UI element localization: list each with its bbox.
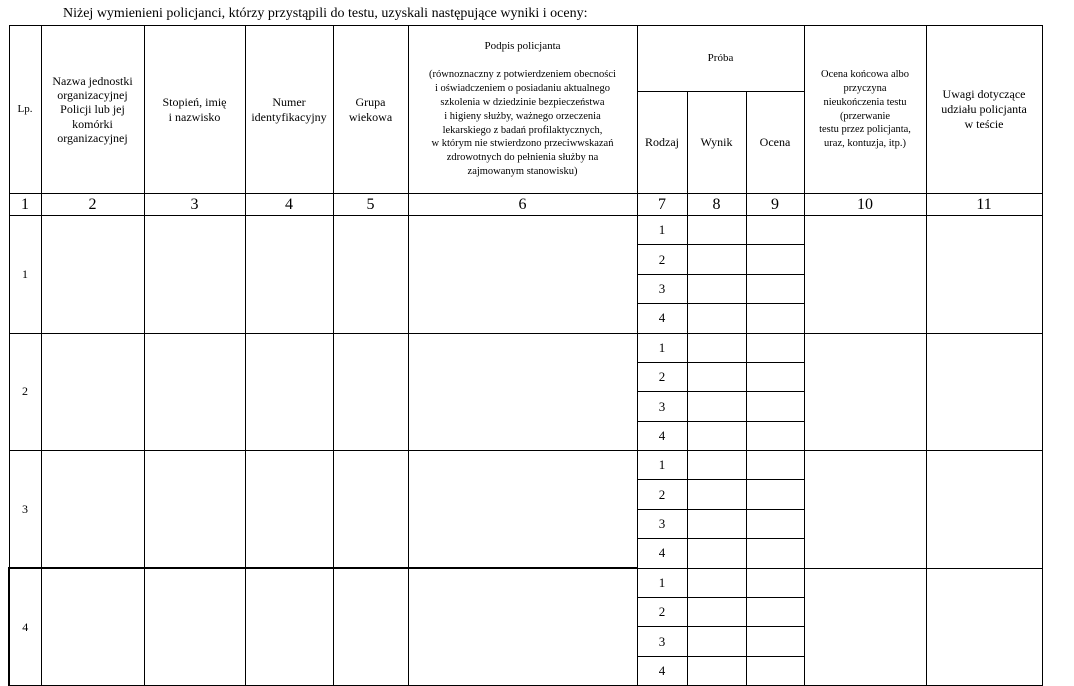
header-lp: Lp. — [9, 26, 41, 194]
table-row — [9, 216, 1042, 245]
table-body — [9, 216, 1042, 686]
trial-result-cell — [687, 539, 746, 568]
age-group-cell — [333, 451, 408, 569]
unit-cell — [41, 568, 144, 686]
header-final-grade: Ocena końcowa albo przyczyna nieukończenia testu (przerwanie testu przez policjanta, uraz, kontuzja, itp.) — [804, 26, 926, 194]
final-grade-cell — [804, 216, 926, 334]
trial-grade-cell — [746, 421, 804, 450]
trial-type-cell: 1 — [637, 216, 687, 245]
header-rank-name: Stopień, imię i nazwisko — [144, 26, 245, 194]
header-row — [9, 26, 1042, 92]
signature-cell — [408, 451, 637, 569]
lp-cell: 1 — [9, 216, 41, 334]
column-number: 9 — [746, 194, 804, 216]
column-number: 11 — [926, 194, 1042, 216]
table-header — [9, 26, 1042, 216]
age-group-cell — [333, 568, 408, 686]
header-trial-type: Rodzaj — [637, 91, 687, 193]
trial-type-cell: 1 — [637, 333, 687, 362]
trial-result-cell — [687, 451, 746, 480]
trial-grade-cell — [746, 568, 804, 597]
header-signature — [408, 26, 637, 194]
age-group-cell — [333, 333, 408, 451]
id-number-cell — [245, 216, 333, 334]
trial-grade-cell — [746, 245, 804, 274]
table-row — [9, 333, 1042, 362]
remarks-cell — [926, 568, 1042, 686]
table-row — [9, 568, 1042, 597]
trial-result-cell — [687, 392, 746, 421]
trial-type-cell: 1 — [637, 451, 687, 480]
trial-result-cell — [687, 421, 746, 450]
trial-grade-cell — [746, 333, 804, 362]
trial-result-cell — [687, 568, 746, 597]
trial-grade-cell — [746, 597, 804, 626]
unit-cell — [41, 451, 144, 569]
header-trial-grade: Ocena — [746, 91, 804, 193]
trial-grade-cell — [746, 304, 804, 333]
column-number: 1 — [9, 194, 41, 216]
trial-grade-cell — [746, 392, 804, 421]
signature-cell — [408, 333, 637, 451]
trial-grade-cell — [746, 362, 804, 391]
trial-type-cell: 2 — [637, 362, 687, 391]
column-number: 8 — [687, 194, 746, 216]
trial-result-cell — [687, 480, 746, 509]
signature-cell — [408, 568, 637, 686]
trial-result-cell — [687, 627, 746, 656]
lp-cell: 4 — [9, 568, 41, 686]
intro-text: Niżej wymienieni policjanci, którzy przystąpili do testu, uzyskali następujące wyniki i oceny: — [63, 6, 588, 21]
trial-grade-cell — [746, 274, 804, 303]
trial-grade-cell — [746, 509, 804, 538]
header-trial: Próba — [637, 26, 804, 92]
trial-result-cell — [687, 333, 746, 362]
id-number-cell — [245, 333, 333, 451]
trial-type-cell: 1 — [637, 568, 687, 597]
header-unit: Nazwa jednostki organizacyjnej Policji lub jej komórki organizacyjnej — [41, 26, 144, 194]
id-number-cell — [245, 568, 333, 686]
trial-type-cell: 4 — [637, 304, 687, 333]
final-grade-cell — [804, 568, 926, 686]
trial-type-cell: 2 — [637, 245, 687, 274]
lp-cell: 2 — [9, 333, 41, 451]
header-trial-result: Wynik — [687, 91, 746, 193]
trial-result-cell — [687, 509, 746, 538]
trial-type-cell: 2 — [637, 597, 687, 626]
trial-result-cell — [687, 245, 746, 274]
trial-type-cell: 3 — [637, 274, 687, 303]
rank-name-cell — [144, 568, 245, 686]
final-grade-cell — [804, 451, 926, 569]
unit-cell — [41, 216, 144, 334]
rank-name-cell — [144, 216, 245, 334]
trial-grade-cell — [746, 539, 804, 568]
rank-name-cell — [144, 451, 245, 569]
trial-grade-cell — [746, 451, 804, 480]
column-number: 10 — [804, 194, 926, 216]
unit-cell — [41, 333, 144, 451]
trial-result-cell — [687, 304, 746, 333]
trial-grade-cell — [746, 627, 804, 656]
rank-name-cell — [144, 333, 245, 451]
trial-result-cell — [687, 274, 746, 303]
final-grade-cell — [804, 333, 926, 451]
results-table — [8, 25, 1043, 686]
column-number: 7 — [637, 194, 687, 216]
trial-grade-cell — [746, 656, 804, 685]
trial-type-cell: 3 — [637, 509, 687, 538]
column-number: 3 — [144, 194, 245, 216]
trial-result-cell — [687, 656, 746, 685]
trial-result-cell — [687, 362, 746, 391]
remarks-cell — [926, 333, 1042, 451]
trial-type-cell: 4 — [637, 421, 687, 450]
trial-grade-cell — [746, 216, 804, 245]
table-row — [9, 451, 1042, 480]
trial-type-cell: 3 — [637, 392, 687, 421]
header-signature-note: (równoznaczny z potwierdzeniem obecności i oświadczeniem o posiadaniu aktualnego szkolenia w dziedzinie bezpieczeństwa i higieny służby, ważnego orzeczenia lekarskiego z badań profilaktycznych, w którym nie stwierdzono przeciwwskazań zdrowotnych do pełnienia służby na zajmowanym stanowisku) — [429, 69, 616, 177]
trial-result-cell — [687, 597, 746, 626]
trial-grade-cell — [746, 480, 804, 509]
header-signature-title: Podpis policjanta — [484, 40, 561, 53]
trial-type-cell: 4 — [637, 539, 687, 568]
trial-type-cell: 4 — [637, 656, 687, 685]
id-number-cell — [245, 451, 333, 569]
remarks-cell — [926, 216, 1042, 334]
column-number: 6 — [408, 194, 637, 216]
lp-cell: 3 — [9, 451, 41, 569]
header-id-number: Numer identyfikacyjny — [245, 26, 333, 194]
header-age-group: Grupa wiekowa — [333, 26, 408, 194]
header-remarks: Uwagi dotyczące udziału policjanta w teście — [926, 26, 1042, 194]
trial-result-cell — [687, 216, 746, 245]
column-number-row — [9, 194, 1042, 216]
column-number: 2 — [41, 194, 144, 216]
column-number: 5 — [333, 194, 408, 216]
trial-type-cell: 2 — [637, 480, 687, 509]
age-group-cell — [333, 216, 408, 334]
trial-type-cell: 3 — [637, 627, 687, 656]
remarks-cell — [926, 451, 1042, 569]
signature-cell — [408, 216, 637, 334]
column-number: 4 — [245, 194, 333, 216]
